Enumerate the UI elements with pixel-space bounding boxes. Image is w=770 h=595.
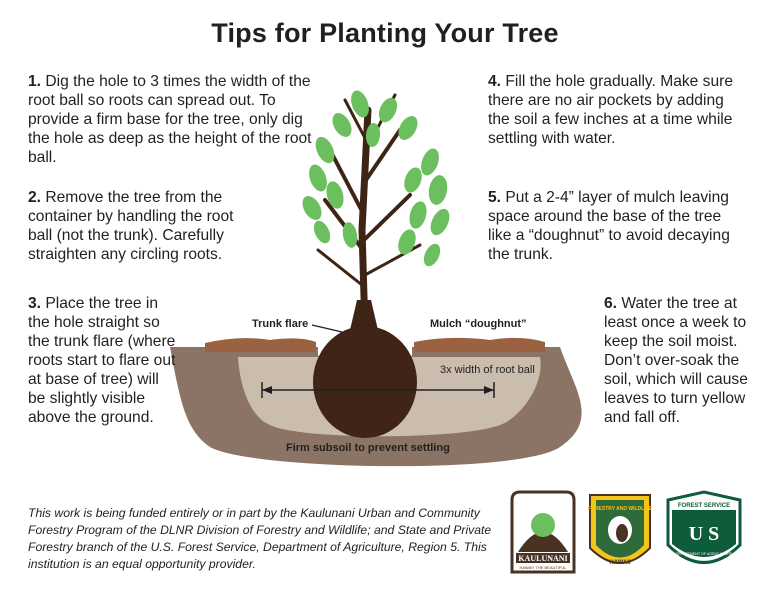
mulch-right: [414, 338, 545, 352]
usfs-bottom-text: DEPARTMENT OF AGRICULTURE: [675, 552, 733, 556]
kaulunani-name: KAULUNANI: [518, 554, 568, 563]
tip-6: [604, 294, 754, 427]
root-ball-width-label: 3x width of root ball: [440, 364, 535, 376]
tip-2: [28, 188, 258, 264]
tip-3: [28, 294, 178, 427]
tip-text: Fill the hole gradually. Make sure there are no air pockets by adding the soil a few inches at a time while settling with water.: [488, 73, 734, 147]
page-title: Tips for Planting Your Tree: [211, 18, 559, 48]
tip-number: 5.: [488, 189, 502, 206]
tip-1: [28, 72, 328, 167]
dofaw-bottom-text: HAWAII: [609, 560, 631, 566]
tip-number: 6.: [604, 295, 618, 312]
tip-number: 4.: [488, 73, 502, 90]
funding-footer: This work is being funded entirely or in part by the Kaulunani Urban and Community Forestry Program of the DLNR Division of Forestry and Wildlife; and State and Private Forestry branch of the U.S. Forest Service, Department of Agriculture, Region 5. This institution is an equal opportunity provider.: [28, 506, 492, 571]
kaulunani-logo: [512, 492, 574, 572]
tip-text: Dig the hole to 3 times the width of the root ball so roots can spread out. To provide a firm base for the tree, only dig the hole as deep as the height of the root ball.: [28, 73, 312, 166]
tip-text: Put a 2-4” layer of mulch leaving space around the base of the tree like a “doughnut” to avoid decaying the trunk.: [488, 189, 730, 263]
tip-text: Water the tree at least once a week to keep the soil moist. Don’t over-soak the soil, which will cause leaves to turn yellow and fall off.: [604, 295, 748, 426]
tip-text: Place the tree in the hole straight so the trunk flare (where roots start to flare out at base of tree) will be slightly visible above the ground.: [28, 295, 176, 426]
root-ball: [313, 326, 417, 438]
subsoil-label: Firm subsoil to prevent settling: [286, 442, 450, 454]
tip-4: [488, 72, 748, 148]
kaulunani-tagline: HAWAI‘I THE BEAUTIFUL: [519, 565, 567, 570]
usfs-top-text: FOREST SERVICE: [677, 503, 731, 509]
dofaw-logo: [588, 495, 653, 566]
mulch-left: [205, 338, 316, 352]
tip-text: Remove the tree from the container by handling the root ball (not the trunk). Carefully straighten any circling roots.: [28, 189, 234, 263]
tip-number: 3.: [28, 295, 42, 312]
tip-number: 2.: [28, 189, 42, 206]
dofaw-top-text: FORESTRY AND WILDLIFE: [588, 506, 652, 512]
usfs-initials: U S: [688, 523, 720, 545]
mulch-label: Mulch “doughnut”: [430, 318, 527, 330]
tip-number: 1.: [28, 73, 42, 90]
trunk-flare-label: Trunk flare: [252, 318, 309, 330]
tip-5: [488, 188, 748, 264]
usfs-logo: [668, 492, 740, 563]
